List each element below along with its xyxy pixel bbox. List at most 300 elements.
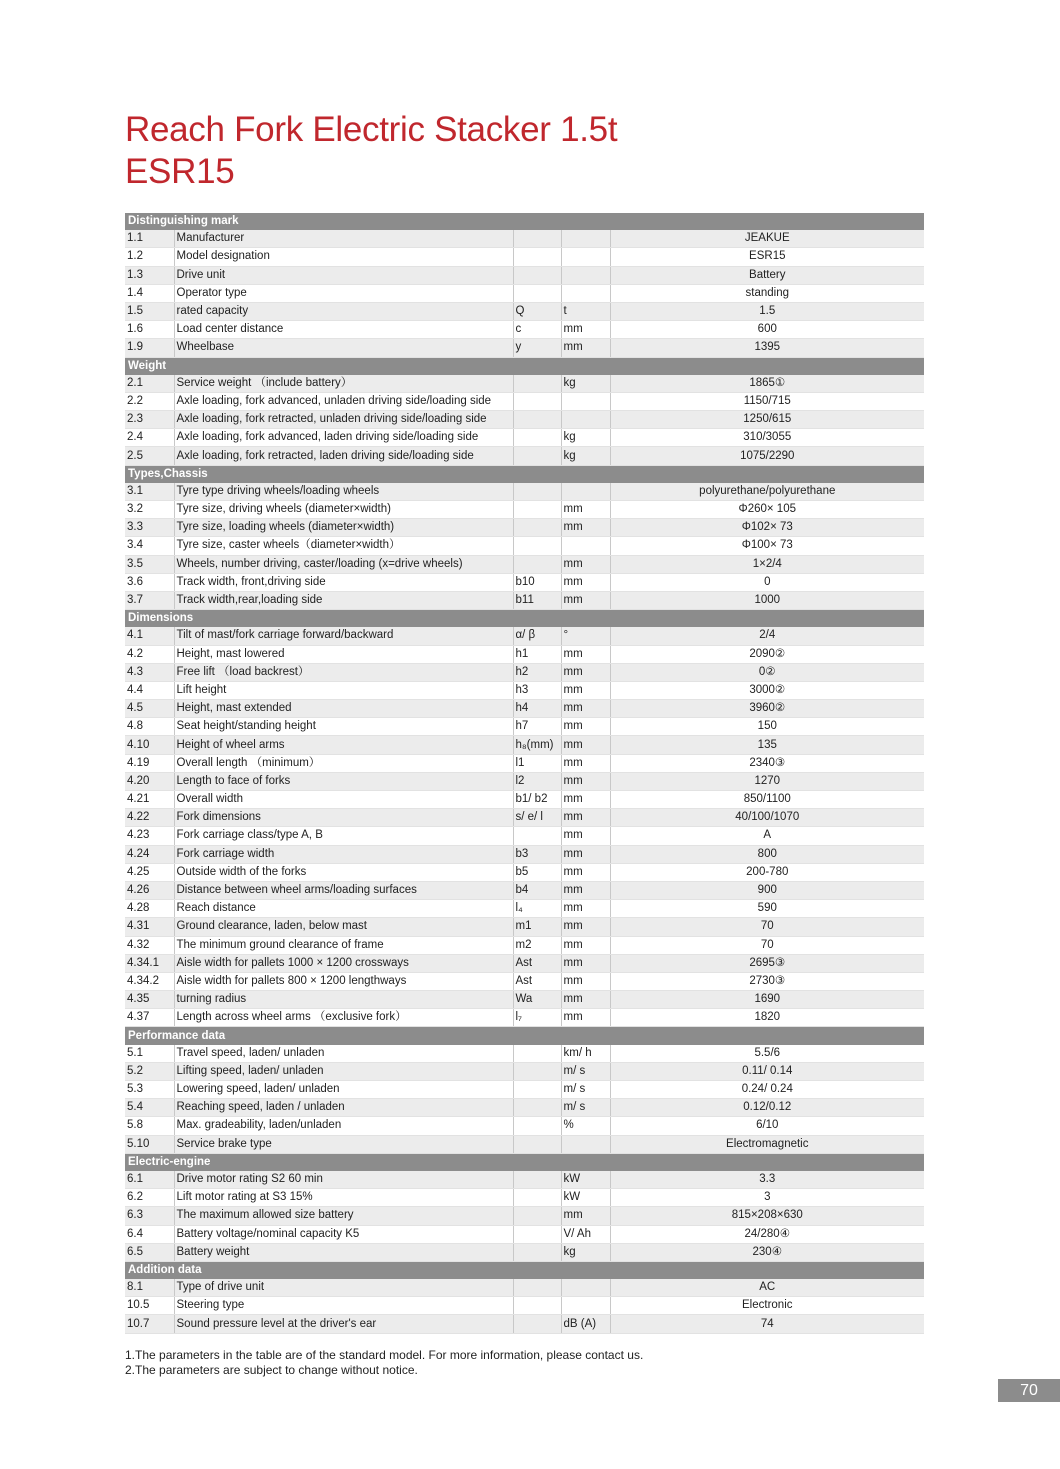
symbol	[513, 1099, 561, 1117]
table-row	[125, 591, 924, 609]
section-title: Distinguishing mark	[125, 213, 924, 230]
row-number: 6.2	[125, 1189, 174, 1207]
row-number: 8.1	[125, 1279, 174, 1297]
symbol	[513, 1045, 561, 1063]
unit: kW	[561, 1189, 610, 1207]
section-header	[125, 357, 924, 375]
parameter-name: Fork carriage class/type A, B	[174, 827, 513, 845]
section-header	[125, 610, 924, 628]
symbol	[513, 266, 561, 284]
section-header	[125, 1261, 924, 1279]
table-row	[125, 736, 924, 754]
symbol	[513, 392, 561, 410]
table-row	[125, 1189, 924, 1207]
unit	[561, 411, 610, 429]
symbol	[513, 555, 561, 573]
symbol: b4	[513, 881, 561, 899]
unit	[561, 392, 610, 410]
row-number: 4.4	[125, 681, 174, 699]
row-number: 2.3	[125, 411, 174, 429]
value: 1×2/4	[610, 555, 924, 573]
product-title: Reach Fork Electric Stacker 1.5t	[125, 110, 618, 149]
table-row	[125, 447, 924, 465]
unit: mm	[561, 573, 610, 591]
row-number: 5.10	[125, 1135, 174, 1153]
table-row	[125, 1099, 924, 1117]
row-number: 4.24	[125, 845, 174, 863]
unit	[561, 1297, 610, 1315]
parameter-name: Drive motor rating S2 60 min	[174, 1171, 513, 1189]
value: A	[610, 827, 924, 845]
value: 200-780	[610, 863, 924, 881]
unit: mm	[561, 681, 610, 699]
symbol	[513, 483, 561, 501]
value: 0	[610, 573, 924, 591]
parameter-name: Service weight （include battery）	[174, 375, 513, 393]
value: 800	[610, 845, 924, 863]
unit	[561, 1135, 610, 1153]
parameter-name: Reaching speed, laden / unladen	[174, 1099, 513, 1117]
parameter-name: Overall length （minimum）	[174, 754, 513, 772]
table-row	[125, 1135, 924, 1153]
table-row	[125, 519, 924, 537]
value: 900	[610, 881, 924, 899]
parameter-name: turning radius	[174, 991, 513, 1009]
symbol: b11	[513, 591, 561, 609]
parameter-name: Reach distance	[174, 900, 513, 918]
table-row	[125, 663, 924, 681]
row-number: 4.19	[125, 754, 174, 772]
row-number: 4.26	[125, 881, 174, 899]
row-number: 1.2	[125, 248, 174, 266]
value: Electromagnetic	[610, 1135, 924, 1153]
value: 850/1100	[610, 791, 924, 809]
value: 0.24/ 0.24	[610, 1081, 924, 1099]
unit: mm	[561, 900, 610, 918]
parameter-name: Lifting speed, laden/ unladen	[174, 1062, 513, 1080]
unit	[561, 1279, 610, 1297]
parameter-name: Tyre type driving wheels/loading wheels	[174, 483, 513, 501]
row-number: 4.32	[125, 936, 174, 954]
unit: mm	[561, 863, 610, 881]
value: 3.3	[610, 1171, 924, 1189]
value: 1690	[610, 991, 924, 1009]
symbol: h2	[513, 663, 561, 681]
section-header	[125, 465, 924, 483]
table-row	[125, 1045, 924, 1063]
unit: mm	[561, 591, 610, 609]
symbol: l₄	[513, 900, 561, 918]
table-row	[125, 555, 924, 573]
unit: mm	[561, 809, 610, 827]
row-number: 4.25	[125, 863, 174, 881]
value: 3	[610, 1189, 924, 1207]
table-row	[125, 483, 924, 501]
table-row	[125, 972, 924, 990]
row-number: 1.3	[125, 266, 174, 284]
row-number: 4.8	[125, 718, 174, 736]
table-row	[125, 321, 924, 339]
unit: mm	[561, 827, 610, 845]
parameter-name: Length across wheel arms （exclusive fork）	[174, 1009, 513, 1027]
symbol: s/ e/ l	[513, 809, 561, 827]
symbol	[513, 1279, 561, 1297]
value: 70	[610, 936, 924, 954]
value: Electronic	[610, 1297, 924, 1315]
row-number: 4.35	[125, 991, 174, 1009]
table-row	[125, 718, 924, 736]
value: 310/3055	[610, 429, 924, 447]
parameter-name: Length to face of forks	[174, 772, 513, 790]
unit: m/ s	[561, 1081, 610, 1099]
parameter-name: Manufacturer	[174, 230, 513, 248]
value: 0②	[610, 663, 924, 681]
footnote: 2.The parameters are subject to change without notice.	[125, 1363, 418, 1377]
symbol: c	[513, 321, 561, 339]
symbol	[513, 429, 561, 447]
symbol	[513, 1243, 561, 1261]
table-row	[125, 991, 924, 1009]
row-number: 4.20	[125, 772, 174, 790]
parameter-name: Model designation	[174, 248, 513, 266]
value: ESR15	[610, 248, 924, 266]
symbol: Ast	[513, 954, 561, 972]
table-row	[125, 230, 924, 248]
symbol	[513, 230, 561, 248]
symbol: h7	[513, 718, 561, 736]
row-number: 4.21	[125, 791, 174, 809]
symbol	[513, 375, 561, 393]
unit: mm	[561, 718, 610, 736]
table-row	[125, 936, 924, 954]
unit: mm	[561, 321, 610, 339]
section-title: Electric-engine	[125, 1153, 924, 1171]
table-row	[125, 772, 924, 790]
table-row	[125, 1171, 924, 1189]
parameter-name: The maximum allowed size battery	[174, 1207, 513, 1225]
symbol: l2	[513, 772, 561, 790]
symbol: m1	[513, 918, 561, 936]
symbol: b10	[513, 573, 561, 591]
value: 600	[610, 321, 924, 339]
value: 0.12/0.12	[610, 1099, 924, 1117]
row-number: 4.1	[125, 627, 174, 645]
value: AC	[610, 1279, 924, 1297]
unit: km/ h	[561, 1045, 610, 1063]
page-number: 70	[998, 1379, 1060, 1402]
row-number: 3.7	[125, 591, 174, 609]
symbol	[513, 827, 561, 845]
symbol: m2	[513, 936, 561, 954]
footnotes	[125, 1348, 643, 1378]
table-row	[125, 754, 924, 772]
table-row	[125, 302, 924, 320]
row-number: 6.5	[125, 1243, 174, 1261]
parameter-name: Max. gradeability, laden/unladen	[174, 1117, 513, 1135]
table-row	[125, 809, 924, 827]
row-number: 4.23	[125, 827, 174, 845]
value: 1865①	[610, 375, 924, 393]
value: 1250/615	[610, 411, 924, 429]
table-row	[125, 954, 924, 972]
table-row	[125, 573, 924, 591]
parameter-name: Operator type	[174, 284, 513, 302]
parameter-name: Fork carriage width	[174, 845, 513, 863]
symbol	[513, 1297, 561, 1315]
parameter-name: Fork dimensions	[174, 809, 513, 827]
row-number: 5.3	[125, 1081, 174, 1099]
section-header	[125, 1027, 924, 1045]
row-number: 10.7	[125, 1315, 174, 1333]
row-number: 5.2	[125, 1062, 174, 1080]
table-row	[125, 1279, 924, 1297]
row-number: 1.9	[125, 339, 174, 357]
unit: mm	[561, 918, 610, 936]
row-number: 4.3	[125, 663, 174, 681]
symbol	[513, 1207, 561, 1225]
row-number: 1.4	[125, 284, 174, 302]
parameter-name: Tyre size, loading wheels (diameter×width)	[174, 519, 513, 537]
row-number: 5.1	[125, 1045, 174, 1063]
unit: mm	[561, 645, 610, 663]
footnote: 1.The parameters in the table are of the standard model. For more information, please contact us.	[125, 1348, 644, 1362]
table-row	[125, 429, 924, 447]
parameter-name: Distance between wheel arms/loading surfaces	[174, 881, 513, 899]
row-number: 4.2	[125, 645, 174, 663]
symbol: Q	[513, 302, 561, 320]
table-row	[125, 900, 924, 918]
unit: mm	[561, 736, 610, 754]
value: JEAKUE	[610, 230, 924, 248]
value: 24/280④	[610, 1225, 924, 1243]
symbol	[513, 1081, 561, 1099]
table-row	[125, 627, 924, 645]
row-number: 3.4	[125, 537, 174, 555]
row-number: 4.22	[125, 809, 174, 827]
unit: mm	[561, 991, 610, 1009]
table-row	[125, 918, 924, 936]
unit: mm	[561, 754, 610, 772]
row-number: 6.4	[125, 1225, 174, 1243]
table-row	[125, 845, 924, 863]
value: 6/10	[610, 1117, 924, 1135]
parameter-name: Lift motor rating at S3 15%	[174, 1189, 513, 1207]
unit	[561, 483, 610, 501]
value: Battery	[610, 266, 924, 284]
symbol: b5	[513, 863, 561, 881]
table-row	[125, 1243, 924, 1261]
parameter-name: Steering type	[174, 1297, 513, 1315]
unit: dB (A)	[561, 1315, 610, 1333]
value: 590	[610, 900, 924, 918]
symbol	[513, 537, 561, 555]
parameter-name: Wheelbase	[174, 339, 513, 357]
parameter-name: Tyre size, caster wheels（diameter×width）	[174, 537, 513, 555]
unit: m/ s	[561, 1062, 610, 1080]
value: 70	[610, 918, 924, 936]
row-number: 4.37	[125, 1009, 174, 1027]
parameter-name: Track width,rear,loading side	[174, 591, 513, 609]
table-row	[125, 1225, 924, 1243]
value: 1820	[610, 1009, 924, 1027]
table-row	[125, 681, 924, 699]
table-row	[125, 339, 924, 357]
unit: mm	[561, 791, 610, 809]
value: 3960②	[610, 700, 924, 718]
symbol: h₈(mm)	[513, 736, 561, 754]
unit: kg	[561, 429, 610, 447]
unit: kg	[561, 1243, 610, 1261]
table-row	[125, 881, 924, 899]
value: Φ260× 105	[610, 501, 924, 519]
row-number: 2.4	[125, 429, 174, 447]
symbol: h3	[513, 681, 561, 699]
symbol	[513, 284, 561, 302]
parameter-name: rated capacity	[174, 302, 513, 320]
symbol: l₇	[513, 1009, 561, 1027]
table-row	[125, 248, 924, 266]
parameter-name: Height of wheel arms	[174, 736, 513, 754]
parameter-name: Service brake type	[174, 1135, 513, 1153]
symbol: b3	[513, 845, 561, 863]
symbol	[513, 1117, 561, 1135]
unit	[561, 537, 610, 555]
unit: mm	[561, 519, 610, 537]
row-number: 2.1	[125, 375, 174, 393]
parameter-name: Height, mast extended	[174, 700, 513, 718]
row-number: 4.31	[125, 918, 174, 936]
unit: mm	[561, 772, 610, 790]
value: 1395	[610, 339, 924, 357]
table-row	[125, 1207, 924, 1225]
row-number: 2.5	[125, 447, 174, 465]
unit: mm	[561, 845, 610, 863]
symbol	[513, 1189, 561, 1207]
parameter-name: Axle loading, fork retracted, unladen driving side/loading side	[174, 411, 513, 429]
value: 1075/2290	[610, 447, 924, 465]
section-header	[125, 1153, 924, 1171]
value: 2340③	[610, 754, 924, 772]
section-title: Types,Chassis	[125, 465, 924, 483]
unit	[561, 230, 610, 248]
section-header	[125, 213, 924, 230]
value: standing	[610, 284, 924, 302]
table-row	[125, 645, 924, 663]
row-number: 3.5	[125, 555, 174, 573]
parameter-name: Load center distance	[174, 321, 513, 339]
unit	[561, 248, 610, 266]
unit: t	[561, 302, 610, 320]
parameter-name: Battery weight	[174, 1243, 513, 1261]
model-name: ESR15	[125, 152, 235, 192]
table-row	[125, 863, 924, 881]
value: 815×208×630	[610, 1207, 924, 1225]
value: 1.5	[610, 302, 924, 320]
table-row	[125, 375, 924, 393]
parameter-name: Free lift （load backrest）	[174, 663, 513, 681]
section-title: Performance data	[125, 1027, 924, 1045]
section-title: Dimensions	[125, 610, 924, 628]
table-row	[125, 266, 924, 284]
parameter-name: Axle loading, fork advanced, laden driving side/loading side	[174, 429, 513, 447]
symbol	[513, 501, 561, 519]
symbol: Wa	[513, 991, 561, 1009]
unit: mm	[561, 972, 610, 990]
table-row	[125, 1297, 924, 1315]
parameter-name: Aisle width for pallets 1000 × 1200 crossways	[174, 954, 513, 972]
parameter-name: Axle loading, fork retracted, laden driving side/loading side	[174, 447, 513, 465]
parameter-name: Aisle width for pallets 800 × 1200 lengthways	[174, 972, 513, 990]
parameter-name: Height, mast lowered	[174, 645, 513, 663]
value: 0.11/ 0.14	[610, 1062, 924, 1080]
row-number: 4.34.2	[125, 972, 174, 990]
parameter-name: Axle loading, fork advanced, unladen driving side/loading side	[174, 392, 513, 410]
parameter-name: Drive unit	[174, 266, 513, 284]
parameter-name: Outside width of the forks	[174, 863, 513, 881]
value: Φ102× 73	[610, 519, 924, 537]
symbol	[513, 411, 561, 429]
value: 2090②	[610, 645, 924, 663]
row-number: 3.1	[125, 483, 174, 501]
row-number: 5.8	[125, 1117, 174, 1135]
parameter-name: Wheels, number driving, caster/loading (x=drive wheels)	[174, 555, 513, 573]
unit: %	[561, 1117, 610, 1135]
symbol: Ast	[513, 972, 561, 990]
row-number: 6.1	[125, 1171, 174, 1189]
row-number: 4.28	[125, 900, 174, 918]
symbol	[513, 1135, 561, 1153]
value: 150	[610, 718, 924, 736]
value: 2695③	[610, 954, 924, 972]
table-row	[125, 700, 924, 718]
row-number: 1.1	[125, 230, 174, 248]
unit: m/ s	[561, 1099, 610, 1117]
row-number: 1.5	[125, 302, 174, 320]
row-number: 10.5	[125, 1297, 174, 1315]
parameter-name: Tilt of mast/fork carriage forward/backward	[174, 627, 513, 645]
table-row	[125, 791, 924, 809]
table-row	[125, 1062, 924, 1080]
unit: mm	[561, 339, 610, 357]
parameter-name: Tyre size, driving wheels (diameter×width)	[174, 501, 513, 519]
row-number: 6.3	[125, 1207, 174, 1225]
symbol: h1	[513, 645, 561, 663]
page-title	[125, 110, 617, 193]
unit: mm	[561, 501, 610, 519]
unit: V/ Ah	[561, 1225, 610, 1243]
symbol	[513, 1062, 561, 1080]
table-row	[125, 1117, 924, 1135]
unit: °	[561, 627, 610, 645]
symbol	[513, 248, 561, 266]
symbol	[513, 1315, 561, 1333]
table-row	[125, 537, 924, 555]
row-number: 4.34.1	[125, 954, 174, 972]
parameter-name: Lift height	[174, 681, 513, 699]
unit: mm	[561, 881, 610, 899]
unit: mm	[561, 936, 610, 954]
table-row	[125, 501, 924, 519]
table-row	[125, 1315, 924, 1333]
spec-table	[125, 213, 924, 1334]
table-row	[125, 284, 924, 302]
parameter-name: Travel speed, laden/ unladen	[174, 1045, 513, 1063]
value: 40/100/1070	[610, 809, 924, 827]
parameter-name: Sound pressure level at the driver's ear	[174, 1315, 513, 1333]
unit	[561, 266, 610, 284]
value: 1270	[610, 772, 924, 790]
section-title: Weight	[125, 357, 924, 375]
